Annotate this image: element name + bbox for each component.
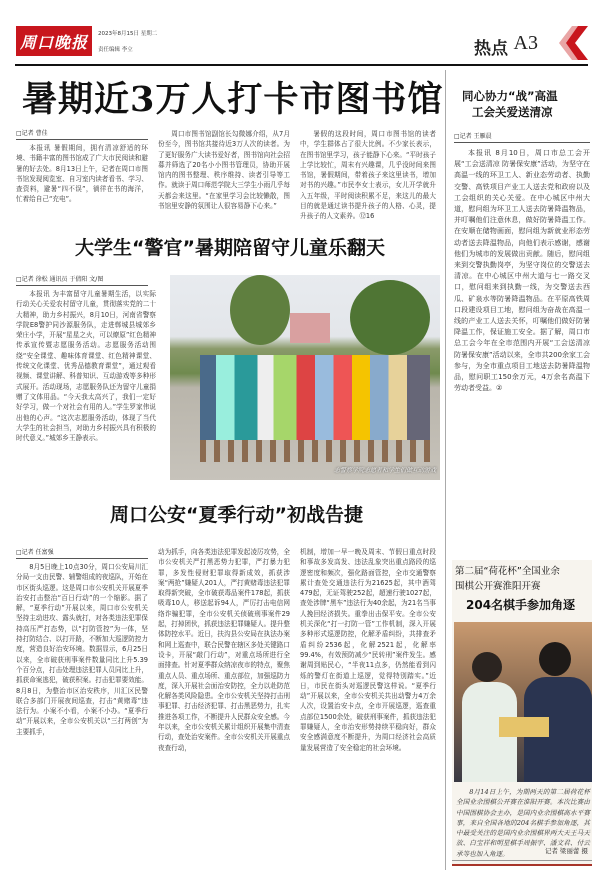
side1-headline-line1: 同心协力“战”高温 [462, 89, 558, 103]
story1-headline: 暑期近3万人打卡市图书馆 [22, 79, 444, 120]
story3-col1: 8月5日晚上10点30分，周口公安局川汇分局一支由民警、辅警组成的夜巡队，开始在市区街头巡逻。这是周口市公安机关开展夏季治安打击整治“百日行动”的一个缩影。据了解，“夏季行动”开展以来，周口市公安机关坚持主动进攻、露头就打，对各类违法犯罪保持高压严打态势，以“打防管控”为一体，坚持打防结合、以打开路，不断加大巡逻防控力度，营造良好治安环境。数据显示，6月25日以来，全市破获刑事案件数量同比上升5.39个百分点，打击处理违法犯罪人员同比上升，抓获命案逃犯，破获积案。打击犯罪要效能。8月8日，为整治市区治安秩序，川汇区民警联合多部门开展夜间巡查，打击“黄赌毒”违法行为。小案不小看，小案不小办。“夏季行动”开展以来，全市公安机关以“三打两创”为主要抓手， [16, 563, 148, 736]
photo-caption: 志警察学院志愿者和学生们做互动游戏 [333, 467, 436, 474]
issue-date: 2023年8月15日 星期二 [98, 31, 158, 37]
building [290, 313, 330, 343]
page-number: A3 [513, 32, 538, 54]
story3-col3: 机制，增加一早一晚及周末、节假日重点时段和事故多发高发、违法乱象突出重点路段的巡逻密度和频次，强化路面管控，全市交通警察累计查处交通违法行为21625起，其中酒驾479起，无证驾驶252起，超速行驶1027起，查处涉牌“黑车”违法行为40余起，为21名当事人挽回经济损失。重拳出击保平安。全市公安机关深化“打一打防一管”工作机制，深入开展多种形式巡逻防控，化解矛盾纠纷，共排查矛盾纠纷2536起，化解2521起，化解率99.4%，有效预防减少“民转刑”案件发生。感谢周到贴民心，“半夜11点多，仍然能看到闪烁的警灯在街道上巡逻，觉得特别踏实。”近日，市民在街头对巡逻民警这样说。“夏季行动”开展以来，全市公安机关共出动警力4万余人次，设置治安卡点，全市开展巡逻，巡查重点部位1500余处，破获刑事案件，抓获违法犯罪嫌疑人，全市治安形势持续平稳向好，群众安全感满意度不断提升，为周口经济社会高质量发展营造了安全稳定的社会环境。 [300, 548, 436, 752]
side2-headline-line1: 第二届“荷花杯”全国业余 [455, 566, 560, 577]
side2-headline-line2: 围棋公开赛淮阳开赛 [455, 581, 541, 592]
tree [230, 275, 290, 345]
story2-photo [170, 275, 440, 480]
side2-headline-line3: 204名棋手参加角逐 [466, 598, 576, 612]
section-title: 热点 [474, 39, 508, 59]
story1-col3: 暑假的这段时间，周口市图书馆的读者中，学生群体占了很大比例。不少家长表示，在图书馆里学习，孩子能静下心来。“平时孩子上学比较忙，周末有兴趣课，几乎没时间来图书馆，暑假期间，带着孩子来这里读书，增加对书的兴趣。”市民李女士表示，女儿开学就升入五年级，平时阅读积累不足，来这儿的最大目的就是通过读书提升孩子的人格、心灵，提升孩子的人文素养。⑫16 [300, 130, 436, 221]
issue-meta [98, 30, 157, 55]
player-right [539, 642, 571, 676]
story1-byline: □记者 曹佳 [16, 128, 148, 140]
editor-credit: 责任编辑 李立 [98, 47, 133, 53]
side1-headline-line2: 工会关爱送清凉 [472, 105, 553, 119]
children-group [200, 355, 430, 440]
masthead-rule [15, 64, 588, 66]
tree [350, 280, 430, 355]
story3-col2: 动为抓手，向各类违法犯罪发起凌厉攻势，全市公安机关严打黑恶势力犯罪，严打暴力犯罪，多发性侵财犯罪取得新成效，抓获涉案“两抢”嫌疑人201人，严打黄赌毒违法犯罪取得新突破，全市破获毒品案件178起，抓获吸毒10人，移送起诉94人，严厉打击电信网络诈骗犯罪，全市公安机关侦破刑事案件29起，打掉团伙，抓获违法犯罪嫌疑人。提升整体防控水平。近日，扶沟县公安局在执法办案和网上巡查中，联合民警在辖区多处关键路口设卡，开展“敲门行动”，对重点场所进行全面排查。针对夏季群众纳凉夜市的特点，聚焦重点人员、重点场所、重点部位，加强巡防力度，深入开展社会面治安防控，全力以赴防范化解各类风险隐患。全市公安机关坚持打击刑事犯罪、打击经济犯罪、打击黑恶势力，扎实推进各项工作，不断提升人民群众安全感。今年以来，全市公安机关累计组织开展集中清查行动，查处治安案件。全市公安机关开展重点夜查行动， [158, 548, 290, 752]
story3-byline: □记者 任富强 [16, 547, 148, 559]
side2-body: 8月14日上午，为期两天的第二届荷花杯全国业余围棋公开赛在淮阳开赛。本次比赛由中国围棋协会主办，是国内业余围棋高水平赛事，来自全国各地的204名棋手参加角逐，其中最受关注的是国内业余围棋界两大天王马天放、白宝祥和明星棋手周振宇、潘文君、付云承等也加入角逐。 [456, 788, 590, 858]
rule-red [452, 864, 592, 866]
go-board [499, 717, 549, 737]
rule [452, 860, 592, 861]
newspaper-logo: 周口晚报 [16, 26, 92, 56]
player-left [472, 652, 502, 682]
side1-body: 本报讯 8月10日，周口市总工会开展“工会送清凉 防暑保安康”活动，为坚守在高温一线的环卫工人、新业态劳动者、执勤交警、高铁项目产业工人送去党和政府以及工会组织的关心关爱。在中心城区中州大道，慰问组为环卫工人送去防暑降温物品，并叮嘱他们注意休息，做好防暑降温工作。在安顺在储物画面，慰问组为新就业形态劳动者送去降温物品，向他们表示感谢，感谢他们为城市的发展做出贡献。随后，慰问组来到交警执勤岗亭，为坚守岗位的交警送去清凉。在中心城区中州大道与七一路交叉口，慰问组来到执勤一线，为交警送去西瓜、矿泉水等防暑降温物品。在平原高铁周口段建设项目工地，慰问组为奋战在高温一线的产业工人送去关怀，叮嘱他们做好防暑降温工作，保证施工安全。据了解，周口市总工会今年在全市范围内开展“工会送清凉 防暑保安康”活动以来，全市共200余家工会参与，为全市重点项目工地送去防暑降温物品，慰问职工150余万元，4万余名高温下劳动者受益。② [454, 149, 590, 393]
story1-col1: 本报讯 暑假期间，拥有清凉舒适的环境、书籍丰富的图书馆成了广大市民阅读和避暑的好去处。8月13日上午，记者在周口市图书馆发现阅览室、自习室内读者看书、学习、查资料，避暑“四不误”，徜徉在书的海洋，忙着给自己“充电”。 [16, 144, 148, 204]
story2-headline: 大学生“警官”暑期陪留守儿童乐翻天 [75, 237, 385, 259]
story2-body: 本报讯 为丰富留守儿童暑期生活，以实际行动关心关爱农村留守儿童，贯彻落实党的二十大精神，助力乡村振兴，8月10日，河南省警察学院E8警护同沙源服务队，走进郸城县城郊乡荣庄小学，开展“星星之火，可以燎原”红色精神传承宣传暨志愿服务活动。志愿服务活动围绕“安全课堂、趣味体育课堂、红色精神课堂、传统文化课堂、优秀品德教育课堂”，通过观看视频、课堂讲解、科普知识、互动游戏等多种形式展开。活动现场，志愿服务队还为留守儿童捐赠了文体用品。“今天我太高兴了，我们一定好好学习，做一个对社会有用的人。”学生罗家伟说出他的心声。“这次志愿服务活动，体现了当代大学生的社会担当，对助力乡村振兴具有积极的时代意义。”城郊乡王静表示。 [16, 290, 156, 443]
side2-photo [454, 622, 592, 782]
story2-byline: □记者 徐松 通讯员 于倩阳 文/图 [16, 274, 148, 286]
chevron-left-icon [558, 26, 588, 60]
story3-headline: 周口公安“夏季行动”初战告捷 [110, 504, 363, 526]
children-legs [200, 440, 430, 462]
side1-byline: □记者 王雁晨 [454, 131, 590, 143]
story1-col2: 周口市图书馆副馆长勾微娜介绍，从7月份至今，图书馆共接待近3万人次的读者。为了更好服务广大读书爱好者，图书馆向社会招募并筛选了20名小小图书管理员，协助开展馆内的图书整理、秩序维持、读者引导等工作。就读于周口师范学院大三学生小雨几乎每天都会来这里。“在家里学习会比较懒散，图书馆里安静的氛围让人很容易静下心来。” [158, 130, 290, 211]
photo-credit: 记者 梁丽蕾 摄 [544, 847, 588, 855]
column-divider [445, 70, 446, 870]
